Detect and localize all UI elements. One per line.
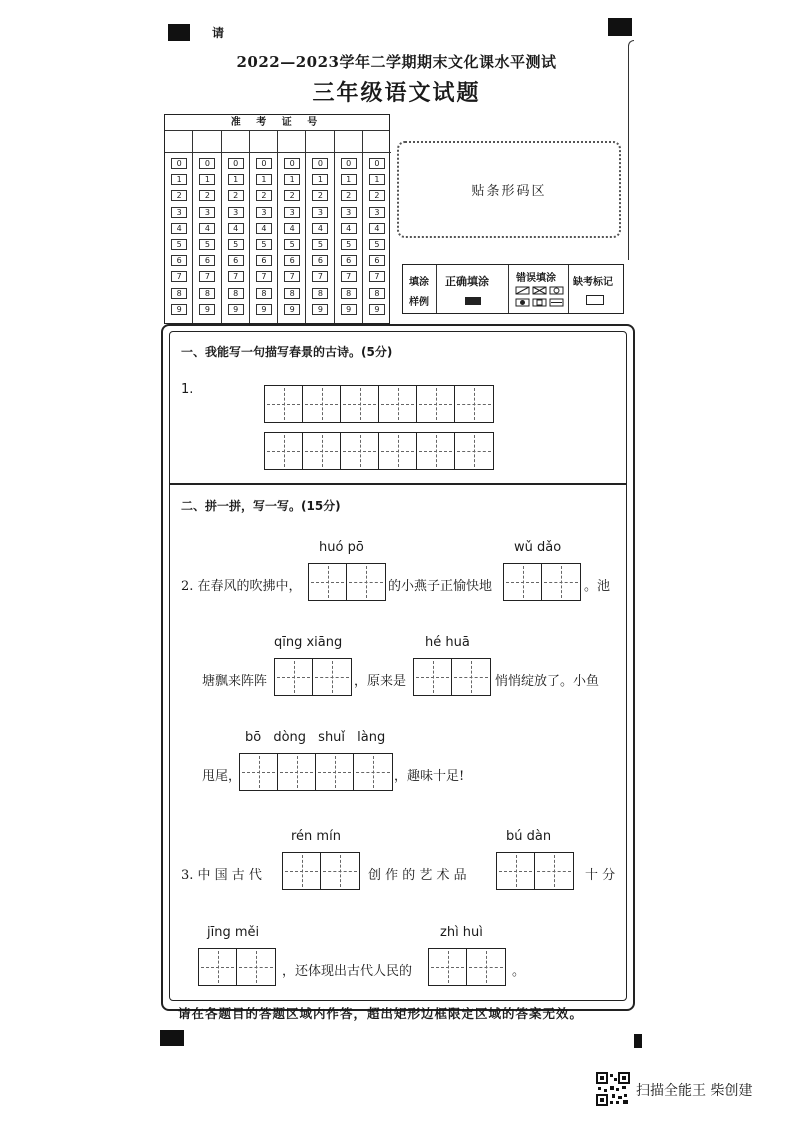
question-1-title: 一、我能写一句描写春景的古诗。(5分) bbox=[181, 345, 393, 359]
digit-bubble[interactable]: 0 bbox=[228, 158, 244, 169]
digit-bubble[interactable]: 7 bbox=[199, 271, 215, 282]
writing-cell[interactable] bbox=[309, 564, 347, 600]
admission-number-title: 准 考 证 号 bbox=[165, 115, 389, 131]
digit-bubble[interactable]: 0 bbox=[284, 158, 300, 169]
digit-bubble[interactable]: 1 bbox=[171, 174, 187, 185]
answer-box-renmin[interactable] bbox=[282, 852, 360, 890]
digit-bubble[interactable]: 1 bbox=[312, 174, 328, 185]
pinyin-bodong-shuilang: bō dòng shuǐ làng bbox=[245, 730, 386, 745]
pinyin-renmin: rén mín bbox=[291, 829, 341, 844]
digit-bubble[interactable]: 2 bbox=[228, 190, 244, 201]
digit-bubble[interactable]: 6 bbox=[256, 255, 272, 266]
wrong-fill-marks-icon bbox=[515, 285, 565, 309]
writing-cell[interactable] bbox=[452, 659, 490, 695]
digit-bubble[interactable]: 9 bbox=[284, 304, 300, 315]
digit-bubble[interactable]: 5 bbox=[171, 239, 187, 250]
writing-cell[interactable] bbox=[354, 754, 392, 790]
writing-cell[interactable] bbox=[379, 386, 417, 422]
q2-line-1-mid: 的小燕子正愉快地 bbox=[388, 579, 493, 594]
digit-bubble[interactable]: 2 bbox=[284, 190, 300, 201]
digit-bubble[interactable]: 7 bbox=[341, 271, 357, 282]
digit-bubble[interactable]: 4 bbox=[312, 223, 328, 234]
right-margin-fold-line bbox=[628, 40, 634, 260]
digit-bubble[interactable]: 8 bbox=[284, 288, 300, 299]
wrong-fill-label: 错误填涂 bbox=[516, 273, 556, 284]
digit-bubble[interactable]: 3 bbox=[284, 207, 300, 218]
digit-bubble[interactable]: 9 bbox=[256, 304, 272, 315]
digit-bubble[interactable]: 6 bbox=[369, 255, 385, 266]
answer-box-wudao[interactable] bbox=[503, 563, 581, 601]
qr-code-icon bbox=[596, 1072, 630, 1106]
answer-box-jingmei[interactable] bbox=[198, 948, 276, 986]
digit-bubble[interactable]: 4 bbox=[199, 223, 215, 234]
q2-line-2-prefix: 塘飘来阵阵 bbox=[202, 674, 268, 689]
digit-bubble[interactable]: 6 bbox=[199, 255, 215, 266]
digit-bubble[interactable]: 2 bbox=[199, 190, 215, 201]
digit-bubble[interactable]: 3 bbox=[171, 207, 187, 218]
digit-bubble[interactable]: 7 bbox=[256, 271, 272, 282]
writing-cell[interactable] bbox=[283, 853, 321, 889]
corner-mark-label: 请 bbox=[212, 26, 225, 40]
pinyin-qingxiang: qīng xiāng bbox=[274, 635, 343, 650]
digit-bubble[interactable]: 7 bbox=[284, 271, 300, 282]
digit-bubble[interactable]: 8 bbox=[341, 288, 357, 299]
digit-bubble[interactable]: 0 bbox=[312, 158, 328, 169]
q2-line-3-end: ，趣味十足! bbox=[394, 769, 465, 784]
admission-number-column bbox=[222, 131, 250, 323]
writing-cell[interactable] bbox=[303, 433, 341, 469]
digit-bubble[interactable]: 8 bbox=[171, 288, 187, 299]
digit-bubble[interactable]: 2 bbox=[341, 190, 357, 201]
digit-bubble[interactable]: 5 bbox=[312, 239, 328, 250]
admission-number-column bbox=[193, 131, 221, 323]
digit-bubble[interactable]: 8 bbox=[312, 288, 328, 299]
q2-line-2-mid: ，原来是 bbox=[354, 674, 407, 689]
writing-cell[interactable] bbox=[417, 433, 455, 469]
digit-bubble[interactable]: 3 bbox=[256, 207, 272, 218]
digit-bubble[interactable]: 1 bbox=[369, 174, 385, 185]
answer-box-huopo[interactable] bbox=[308, 563, 386, 601]
admission-number-column bbox=[335, 131, 363, 323]
q3-line-1-prefix: 3. 中 国 古 代 bbox=[181, 868, 262, 883]
registration-mark-top-left bbox=[168, 24, 190, 41]
admission-number-column bbox=[250, 131, 278, 323]
absent-mark-box bbox=[586, 295, 604, 305]
admission-number-column bbox=[363, 131, 391, 323]
barcode-area bbox=[397, 141, 621, 238]
digit-bubble[interactable]: 5 bbox=[284, 239, 300, 250]
q3-line-1-mid: 创 作 的 艺 术 品 bbox=[368, 868, 467, 883]
digit-bubble[interactable]: 9 bbox=[228, 304, 244, 315]
pinyin-zhihui: zhì huì bbox=[440, 925, 483, 940]
writing-cell[interactable] bbox=[303, 386, 341, 422]
q1-writing-grid-row-2[interactable] bbox=[264, 432, 494, 470]
digit-bubble[interactable]: 9 bbox=[171, 304, 187, 315]
writing-cell[interactable] bbox=[341, 386, 379, 422]
question-2-title: 二、拼一拼，写一写。(15分) bbox=[181, 499, 341, 513]
admission-number-write-cell[interactable] bbox=[306, 131, 333, 153]
digit-bubble[interactable]: 1 bbox=[228, 174, 244, 185]
fill-sample-label-1: 填涂 bbox=[409, 277, 429, 288]
digit-bubble[interactable]: 4 bbox=[341, 223, 357, 234]
correct-fill-mark bbox=[465, 297, 481, 305]
admission-number-write-cell[interactable] bbox=[193, 131, 220, 153]
writing-cell[interactable] bbox=[542, 564, 580, 600]
digit-bubble[interactable]: 9 bbox=[341, 304, 357, 315]
digit-bubble[interactable]: 8 bbox=[228, 288, 244, 299]
answer-box-bodong-shuilang[interactable] bbox=[239, 753, 393, 791]
q2-line-1-prefix: 2. 在春风的吹拂中， bbox=[181, 579, 302, 594]
digit-bubble[interactable]: 3 bbox=[341, 207, 357, 218]
writing-cell[interactable] bbox=[347, 564, 385, 600]
writing-cell[interactable] bbox=[535, 853, 573, 889]
absent-mark-cell bbox=[569, 265, 623, 313]
digit-bubble[interactable]: 0 bbox=[199, 158, 215, 169]
digit-bubble[interactable]: 7 bbox=[312, 271, 328, 282]
digit-bubble[interactable]: 0 bbox=[369, 158, 385, 169]
digit-bubble[interactable]: 1 bbox=[199, 174, 215, 185]
answer-box-budan[interactable] bbox=[496, 852, 574, 890]
admission-number-write-cell[interactable] bbox=[250, 131, 277, 153]
answer-box-zhihui[interactable] bbox=[428, 948, 506, 986]
digit-bubble[interactable]: 9 bbox=[369, 304, 385, 315]
writing-cell[interactable] bbox=[341, 433, 379, 469]
answer-area-notice: 请在各题目的答题区域内作答，超出矩形边框限定区域的答案无效。 bbox=[178, 1006, 584, 1021]
writing-cell[interactable] bbox=[497, 853, 535, 889]
writing-cell[interactable] bbox=[414, 659, 452, 695]
digit-bubble[interactable]: 9 bbox=[199, 304, 215, 315]
fill-sample-table bbox=[402, 264, 624, 314]
writing-cell[interactable] bbox=[265, 433, 303, 469]
digit-bubble[interactable]: 7 bbox=[228, 271, 244, 282]
paper-title: 三年级语文试题 bbox=[312, 80, 481, 106]
admission-number-write-cell[interactable] bbox=[222, 131, 249, 153]
admission-number-write-cell[interactable] bbox=[278, 131, 305, 153]
writing-cell[interactable] bbox=[278, 754, 316, 790]
answer-box-qingxiang[interactable] bbox=[274, 658, 352, 696]
digit-bubble[interactable]: 5 bbox=[228, 239, 244, 250]
digit-bubble[interactable]: 1 bbox=[284, 174, 300, 185]
writing-cell[interactable] bbox=[237, 949, 275, 985]
writing-cell[interactable] bbox=[265, 386, 303, 422]
q1-writing-grid-row-1[interactable] bbox=[264, 385, 494, 423]
q3-line-1-end: 十 分 bbox=[585, 868, 616, 883]
writing-cell[interactable] bbox=[316, 754, 354, 790]
barcode-area-label: 贴条形码区 bbox=[471, 184, 547, 199]
digit-bubble[interactable]: 0 bbox=[341, 158, 357, 169]
writing-cell[interactable] bbox=[417, 386, 455, 422]
digit-bubble[interactable]: 7 bbox=[171, 271, 187, 282]
q2-line-3-prefix: 甩尾， bbox=[202, 769, 242, 784]
digit-bubble[interactable]: 4 bbox=[284, 223, 300, 234]
digit-bubble[interactable]: 2 bbox=[171, 190, 187, 201]
digit-bubble[interactable]: 5 bbox=[369, 239, 385, 250]
admission-number-column bbox=[165, 131, 193, 323]
digit-bubble[interactable]: 3 bbox=[228, 207, 244, 218]
admission-number-grid bbox=[164, 114, 390, 324]
digit-bubble[interactable]: 2 bbox=[312, 190, 328, 201]
writing-cell[interactable] bbox=[467, 949, 505, 985]
fill-sample-label-2: 样例 bbox=[409, 297, 429, 308]
writing-cell[interactable] bbox=[429, 949, 467, 985]
digit-bubble[interactable]: 1 bbox=[341, 174, 357, 185]
pinyin-wudao: wǔ dǎo bbox=[514, 540, 562, 555]
wrong-fill-cell bbox=[509, 265, 569, 313]
digit-bubble[interactable]: 2 bbox=[369, 190, 385, 201]
digit-bubble[interactable]: 5 bbox=[199, 239, 215, 250]
digit-bubble[interactable]: 1 bbox=[256, 174, 272, 185]
pinyin-huopo: huó pō bbox=[319, 540, 364, 555]
question-1-number: 1. bbox=[181, 382, 194, 397]
q3-line-2-end: 。 bbox=[512, 964, 526, 979]
digit-bubble[interactable]: 6 bbox=[171, 255, 187, 266]
absent-mark-label: 缺考标记 bbox=[573, 277, 613, 288]
digit-bubble[interactable]: 3 bbox=[369, 207, 385, 218]
admission-number-column bbox=[306, 131, 334, 323]
pinyin-hehua: hé huā bbox=[425, 635, 470, 650]
writing-cell[interactable] bbox=[455, 386, 493, 422]
correct-fill-cell bbox=[437, 265, 509, 313]
writing-cell[interactable] bbox=[199, 949, 237, 985]
digit-bubble[interactable]: 4 bbox=[171, 223, 187, 234]
pinyin-jingmei: jīng měi bbox=[207, 925, 260, 940]
digit-bubble[interactable]: 8 bbox=[256, 288, 272, 299]
digit-bubble[interactable]: 8 bbox=[369, 288, 385, 299]
registration-mark-top-right bbox=[608, 18, 632, 36]
admission-number-write-cell[interactable] bbox=[335, 131, 362, 153]
q3-line-2-mid: ，还体现出古代人民的 bbox=[282, 964, 413, 979]
digit-bubble[interactable]: 8 bbox=[199, 288, 215, 299]
admission-number-column bbox=[278, 131, 306, 323]
digit-bubble[interactable]: 6 bbox=[228, 255, 244, 266]
digit-bubble[interactable]: 0 bbox=[256, 158, 272, 169]
writing-cell[interactable] bbox=[321, 853, 359, 889]
q2-line-2-end: 悄悄绽放了。小鱼 bbox=[495, 674, 600, 689]
writing-cell[interactable] bbox=[313, 659, 351, 695]
writing-cell[interactable] bbox=[455, 433, 493, 469]
writing-cell[interactable] bbox=[275, 659, 313, 695]
digit-bubble[interactable]: 4 bbox=[256, 223, 272, 234]
pinyin-budan: bú dàn bbox=[506, 829, 552, 844]
writing-cell[interactable] bbox=[379, 433, 417, 469]
digit-bubble[interactable]: 3 bbox=[312, 207, 328, 218]
digit-bubble[interactable]: 7 bbox=[369, 271, 385, 282]
digit-bubble[interactable]: 0 bbox=[171, 158, 187, 169]
digit-bubble[interactable]: 6 bbox=[341, 255, 357, 266]
correct-fill-label: 正确填涂 bbox=[445, 275, 489, 288]
section-divider bbox=[169, 483, 627, 485]
answer-box-hehua[interactable] bbox=[413, 658, 491, 696]
digit-bubble[interactable]: 2 bbox=[256, 190, 272, 201]
registration-mark-bottom-right bbox=[634, 1034, 642, 1048]
fill-sample-label-cell bbox=[403, 265, 437, 313]
digit-bubble[interactable]: 4 bbox=[228, 223, 244, 234]
digit-bubble[interactable]: 3 bbox=[199, 207, 215, 218]
writing-cell[interactable] bbox=[504, 564, 542, 600]
digit-bubble[interactable]: 4 bbox=[369, 223, 385, 234]
digit-bubble[interactable]: 6 bbox=[284, 255, 300, 266]
digit-bubble[interactable]: 9 bbox=[312, 304, 328, 315]
writing-cell[interactable] bbox=[240, 754, 278, 790]
admission-number-write-cell[interactable] bbox=[363, 131, 391, 153]
registration-mark-bottom-left bbox=[160, 1030, 184, 1046]
digit-bubble[interactable]: 5 bbox=[256, 239, 272, 250]
q2-line-1-end: 。池 bbox=[584, 579, 611, 594]
digit-bubble[interactable]: 5 bbox=[341, 239, 357, 250]
admission-number-write-cell[interactable] bbox=[165, 131, 192, 153]
scanner-watermark: 扫描全能王 柴创建 bbox=[636, 1083, 753, 1099]
exam-title: 2022—2023学年二学期期末文化课水平测试 bbox=[236, 53, 557, 71]
digit-bubble[interactable]: 6 bbox=[312, 255, 328, 266]
